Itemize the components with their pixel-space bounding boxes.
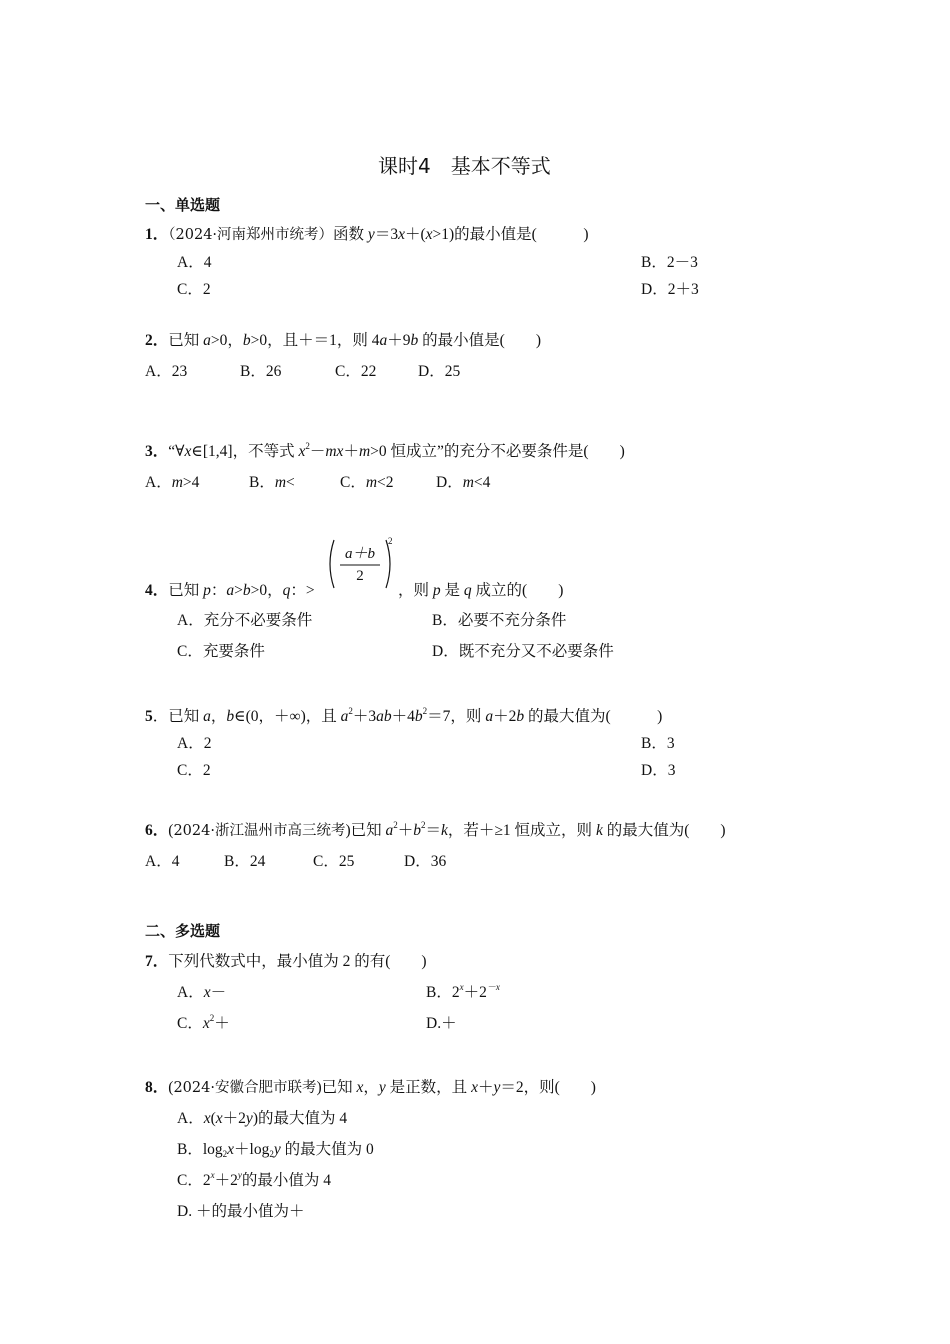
q1-option-b: B．2－3	[641, 254, 698, 271]
question-number: 2．	[145, 332, 169, 349]
option-text: ＋2	[214, 1172, 238, 1189]
q3-option-d	[436, 470, 490, 492]
question-text: 是正数，且	[385, 1079, 472, 1096]
question-text: 已知	[168, 332, 204, 349]
q2-option-b: B．26	[240, 363, 282, 380]
question-text: ＋3	[352, 708, 377, 725]
question-number: 6．	[145, 822, 169, 839]
question-text: 已知	[168, 582, 204, 599]
question-text: >0，	[210, 332, 243, 349]
variable: a	[340, 708, 349, 725]
option-text: (	[210, 1110, 216, 1127]
variable: a	[203, 332, 211, 349]
variable: b	[516, 708, 525, 725]
q7-option-b	[426, 980, 500, 1002]
variable: m	[274, 474, 287, 491]
variable: q	[463, 582, 472, 599]
q6-option-c: C．25	[313, 853, 355, 870]
q3-option-c	[340, 470, 394, 492]
question-number: 3．	[145, 443, 169, 460]
variable: ab	[376, 708, 392, 725]
variable: m	[365, 474, 378, 491]
option-text: ＋	[214, 1015, 230, 1032]
variable: x	[184, 443, 192, 460]
question-text: ，则	[398, 582, 433, 599]
option-text: ＋2	[463, 984, 487, 1001]
variable: m	[171, 474, 183, 491]
q5-option-a: A．2	[177, 735, 212, 752]
variable: x	[398, 226, 405, 243]
variable: x	[203, 984, 211, 1001]
question-text: ＋	[397, 822, 414, 839]
question-source: 2024·浙江温州市高三统考	[173, 823, 346, 839]
q4-option-c: C．充要条件	[177, 643, 265, 660]
question-text: ＝3	[374, 226, 399, 243]
section-heading-single-choice: 一、单选题	[145, 196, 221, 214]
variable: y	[273, 1141, 281, 1158]
question-text: ：	[210, 582, 227, 599]
option-text: 的最大值为 0	[280, 1141, 374, 1158]
q1-option-a: A．4	[177, 254, 212, 271]
option-label: B．	[249, 474, 275, 491]
exponent: 2	[393, 820, 398, 830]
question-text: ∈(0，＋∞)，且	[234, 708, 341, 725]
option-text: <4	[473, 474, 491, 491]
question-text: ．已知	[152, 708, 204, 725]
question-2	[145, 328, 541, 350]
question-text: ＋	[477, 1079, 494, 1096]
question-text: ＋4	[391, 708, 415, 725]
variable: b	[410, 332, 419, 349]
question-text: ，	[210, 708, 227, 725]
question-text: >1)的最小值是( )	[432, 226, 589, 243]
question-text: ，若＋≥1 恒成立，则	[447, 822, 596, 839]
variable: a	[485, 708, 494, 725]
variable: x	[425, 226, 433, 243]
variable: b	[226, 708, 235, 725]
option-label: C．	[177, 1015, 203, 1032]
q6-option-a: A．4	[145, 853, 180, 870]
q3-option-b	[249, 470, 295, 492]
question-text: 下列代数式中，最小值为 2 的有( )	[168, 953, 427, 970]
q3-option-a	[145, 470, 199, 492]
variable: b	[414, 708, 423, 725]
subscript: 2	[269, 1149, 274, 1159]
question-text: “∀	[168, 443, 185, 460]
q2-option-c: C．22	[335, 363, 377, 380]
fraction-exponent: 2	[388, 536, 393, 546]
page-title: 课时4 基本不等式	[378, 154, 551, 178]
option-label: C．	[340, 474, 366, 491]
option-text: －	[210, 984, 227, 1001]
variable: x	[202, 1015, 210, 1032]
exponent: －x	[486, 982, 500, 992]
q6-option-b: B．24	[224, 853, 266, 870]
question-text: ＋(	[404, 226, 426, 243]
exponent: 2	[348, 706, 353, 716]
option-text: >4	[182, 474, 200, 491]
variable: q	[282, 582, 291, 599]
q7-option-c	[177, 1011, 230, 1033]
variable: b	[242, 582, 251, 599]
variable: x	[471, 1079, 478, 1096]
question-text: ＋9	[387, 332, 411, 349]
question-text: ∈[1,4]，不等式	[191, 443, 299, 460]
question-text: 的最大值为( )	[602, 822, 726, 839]
q4-option-b: B．必要不充分条件	[432, 612, 567, 629]
question-text: ，	[363, 1079, 379, 1096]
option-text: <2	[377, 474, 394, 491]
question-source: （2024·河南郑州市统考）	[168, 227, 334, 243]
question-number: 1．	[145, 226, 169, 243]
variable: x	[298, 443, 306, 460]
q8-option-b	[177, 1137, 374, 1159]
variable: a	[385, 822, 394, 839]
question-text: 成立的( )	[471, 582, 564, 599]
variable: b	[242, 332, 251, 349]
question-text: )已知	[345, 822, 386, 839]
q1-option-c: C．2	[177, 281, 211, 298]
question-text: －	[309, 443, 326, 460]
question-text: ＝2，则( )	[500, 1079, 596, 1096]
q2-option-d: D．25	[418, 363, 461, 380]
variable: k	[441, 822, 448, 839]
variable: p	[203, 582, 211, 599]
question-text: >	[234, 582, 243, 599]
fraction-denominator: 2	[356, 568, 364, 584]
option-text: ＋2	[222, 1110, 246, 1127]
question-text: (	[168, 1079, 174, 1096]
question-8	[145, 1075, 596, 1097]
option-text: <	[286, 474, 295, 491]
variable: y	[378, 1079, 386, 1096]
exponent: x	[459, 982, 464, 992]
option-label: A．	[145, 474, 172, 491]
question-text: 的最小值是( )	[418, 332, 541, 349]
question-6	[145, 818, 726, 840]
question-text: ＋	[343, 443, 359, 460]
question-text: >0 恒成立”的充分不必要条件是( )	[370, 443, 625, 460]
q8-option-c	[177, 1168, 331, 1190]
variable: x	[356, 1079, 364, 1096]
q7-option-d: D.＋	[426, 1015, 457, 1032]
question-text: ＝7，则	[427, 708, 486, 725]
variable: a	[226, 582, 235, 599]
variable: y	[245, 1110, 253, 1127]
option-label: C．2	[177, 1172, 211, 1189]
variable: a	[203, 708, 211, 725]
variable: mx	[325, 443, 344, 460]
question-7	[145, 949, 427, 971]
variable: x	[203, 1110, 211, 1127]
section-heading-multiple-choice: 二、多选题	[145, 922, 221, 940]
question-4-part-2	[398, 578, 563, 600]
question-5	[145, 704, 662, 726]
subscript: 2	[222, 1149, 228, 1159]
question-number: 7．	[145, 953, 169, 970]
q5-option-c: C．2	[177, 762, 211, 779]
option-text: )的最大值为 4	[252, 1110, 348, 1127]
question-text: 的最大值为( )	[524, 708, 663, 725]
q4-option-a: A．充分不必要条件	[177, 612, 313, 629]
question-text: >0，	[250, 582, 283, 599]
variable: x	[227, 1141, 235, 1158]
option-label: A．	[177, 1110, 204, 1127]
q8-option-a	[177, 1106, 347, 1128]
q5-option-b: B．3	[641, 735, 675, 752]
question-1	[145, 222, 589, 244]
question-text: )已知	[316, 1079, 357, 1096]
fraction-numerator	[338, 542, 382, 563]
option-text: ＋log	[234, 1141, 270, 1158]
exponent: y	[237, 1170, 242, 1180]
variable: b	[413, 822, 422, 839]
option-label: D．	[436, 474, 463, 491]
q4-option-d: D．既不充分又不必要条件	[432, 643, 614, 660]
variable: m	[358, 443, 371, 460]
variable: y	[493, 1079, 501, 1096]
question-3	[145, 439, 625, 461]
question-text: 是	[440, 582, 464, 599]
variable: p	[432, 582, 441, 599]
exponent: 2	[422, 706, 428, 716]
exponent: 2	[209, 1013, 215, 1023]
q1-option-d: D．2＋3	[641, 281, 699, 298]
exponent: x	[210, 1170, 215, 1180]
question-text: ＝	[425, 822, 442, 839]
question-source: 2024·安徽合肥市联考	[173, 1080, 317, 1096]
q5-option-d: D．3	[641, 762, 676, 779]
exponent: 2	[305, 441, 310, 451]
question-text: >0，且＋＝1，则 4	[250, 332, 380, 349]
option-text: 的最小值为 4	[241, 1172, 331, 1189]
q8-option-d: D. ＋的最小值为＋	[177, 1203, 305, 1220]
question-text: 函数	[333, 226, 368, 243]
question-4-part-1	[145, 578, 315, 600]
variable: x	[215, 1110, 223, 1127]
q2-option-a: A．23	[145, 363, 188, 380]
question-text: ＋2	[493, 708, 517, 725]
q7-option-a	[177, 980, 226, 1002]
variable: k	[595, 822, 603, 839]
numerator-text: a＋b	[344, 546, 375, 562]
question-number: 4．	[145, 582, 169, 599]
variable: m	[462, 474, 474, 491]
question-text: (	[168, 822, 174, 839]
question-number: 5	[145, 708, 153, 725]
option-label: B．2	[426, 984, 460, 1001]
fraction-expression	[320, 536, 400, 592]
variable: y	[367, 226, 375, 243]
variable: a	[379, 332, 388, 349]
exponent: 2	[421, 820, 426, 830]
option-label: B．log	[177, 1141, 223, 1158]
question-text: ：>	[290, 582, 315, 599]
question-number: 8．	[145, 1079, 169, 1096]
option-label: A．	[177, 984, 204, 1001]
q6-option-d: D．36	[404, 853, 447, 870]
